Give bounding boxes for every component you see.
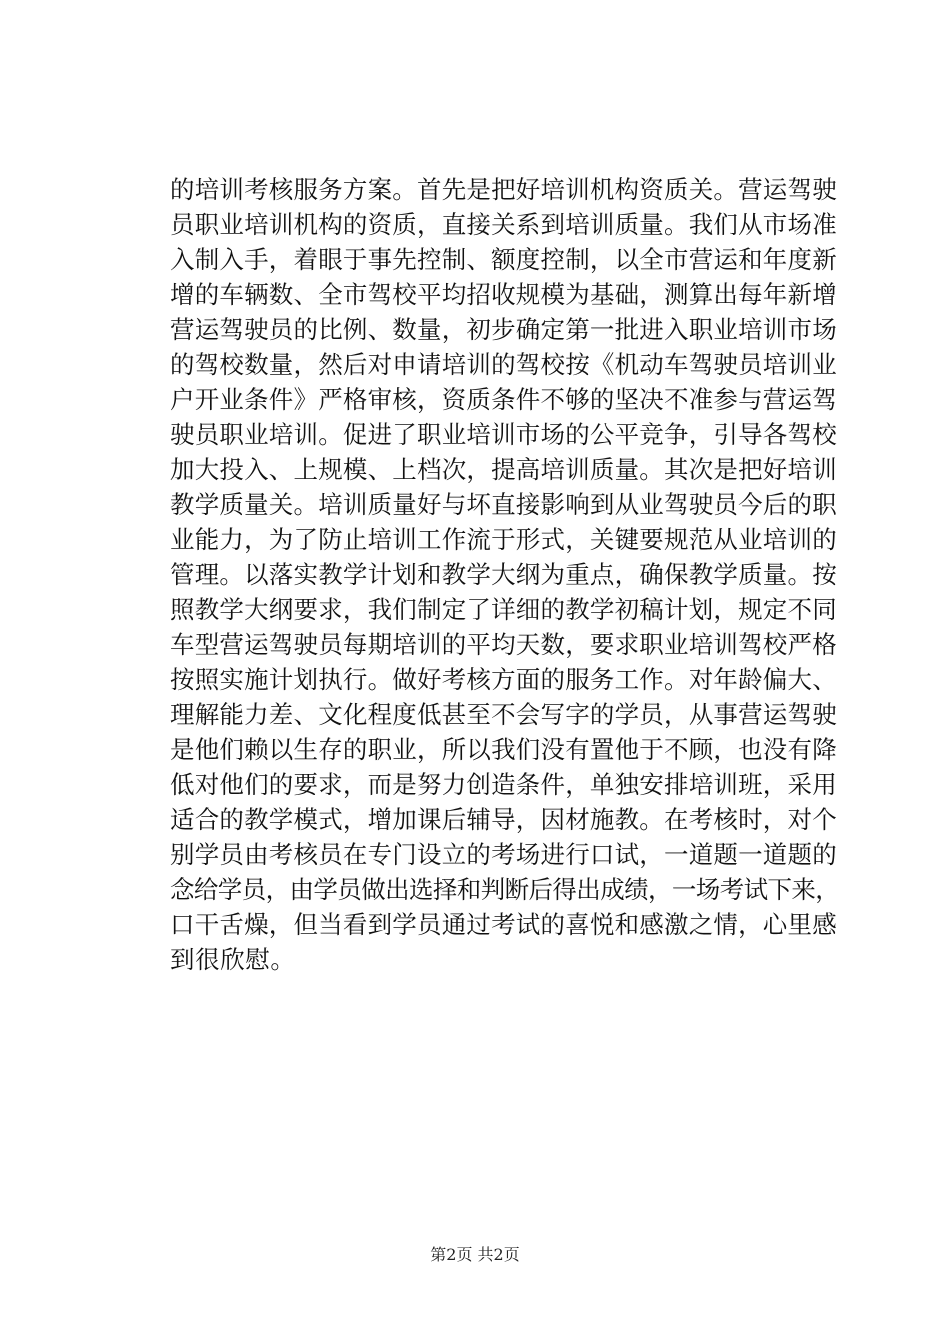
text-line: 员职业培训机构的资质，直接关系到培训质量。我们从市场准 xyxy=(170,210,837,239)
page-number-footer: 第2页 共2页 xyxy=(430,1245,520,1264)
text-line: 口干舌燥，但当看到学员通过考试的喜悦和感激之情，心里感 xyxy=(170,910,837,939)
text-line: 低对他们的要求，而是努力创造条件，单独安排培训班，采用 xyxy=(170,770,837,799)
text-line: 增的车辆数、全市驾校平均招收规模为基础，测算出每年新增 xyxy=(170,280,837,309)
text-line: 的培训考核服务方案。首先是把好培训机构资质关。营运驾驶 xyxy=(170,175,837,204)
text-line: 管理。以落实教学计划和教学大纲为重点，确保教学质量。按 xyxy=(170,560,837,589)
text-line: 车型营运驾驶员每期培训的平均天数，要求职业培训驾校严格 xyxy=(170,630,837,659)
text-line: 别学员由考核员在专门设立的考场进行口试，一道题一道题的 xyxy=(170,840,837,869)
text-line: 照教学大纲要求，我们制定了详细的教学初稿计划，规定不同 xyxy=(170,595,837,624)
text-line: 业能力，为了防止培训工作流于形式，关键要规范从业培训的 xyxy=(170,525,837,554)
text-line: 营运驾驶员的比例、数量，初步确定第一批进入职业培训市场 xyxy=(170,315,837,344)
text-line: 教学质量关。培训质量好与坏直接影响到从业驾驶员今后的职 xyxy=(170,490,837,519)
text-line: 驶员职业培训。促进了职业培训市场的公平竞争，引导各驾校 xyxy=(170,420,837,449)
text-line: 入制入手，着眼于事先控制、额度控制，以全市营运和年度新 xyxy=(170,245,837,274)
text-line: 的驾校数量，然后对申请培训的驾校按《机动车驾驶员培训业 xyxy=(170,350,837,379)
text-line: 理解能力差、文化程度低甚至不会写字的学员，从事营运驾驶 xyxy=(170,700,837,729)
text-line: 到很欣慰。 xyxy=(170,945,296,974)
text-line: 适合的教学模式，增加课后辅导，因材施教。在考核时，对个 xyxy=(170,805,837,834)
text-line: 按照实施计划执行。做好考核方面的服务工作。对年龄偏大、 xyxy=(170,665,837,694)
text-line: 户开业条件》严格审核，资质条件不够的坚决不准参与营运驾 xyxy=(170,385,837,414)
text-line: 念给学员，由学员做出选择和判断后得出成绩，一场考试下来， xyxy=(170,875,840,904)
text-line: 是他们赖以生存的职业，所以我们没有置他于不顾，也没有降 xyxy=(170,735,837,764)
text-line: 加大投入、上规模、上档次，提高培训质量。其次是把好培训 xyxy=(170,455,837,484)
body-paragraph xyxy=(170,172,840,977)
